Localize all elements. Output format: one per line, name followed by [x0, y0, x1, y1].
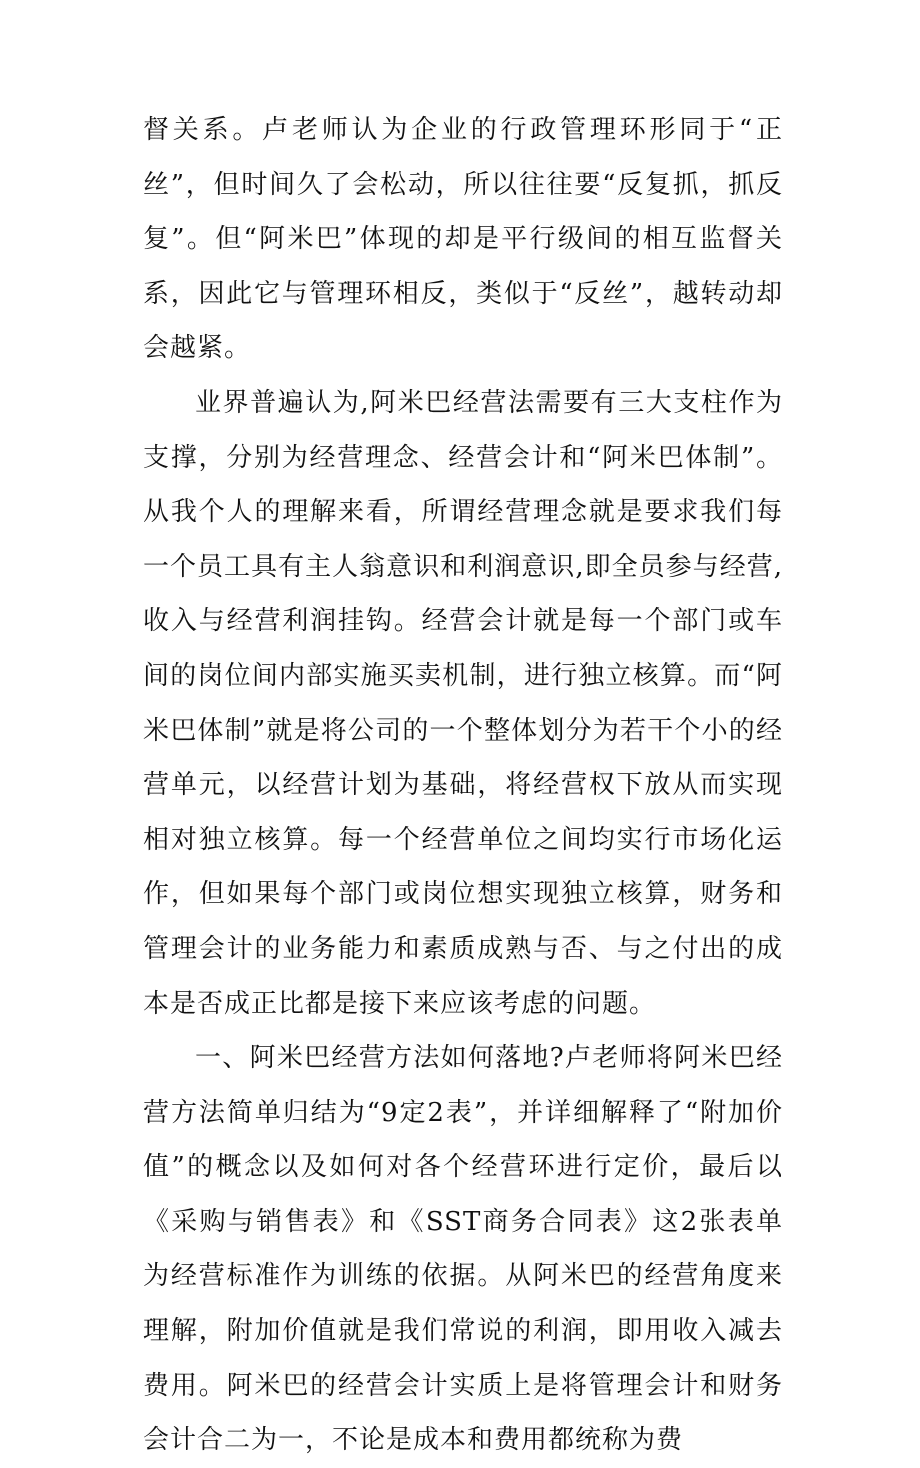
document-body: [143, 103, 783, 1468]
paragraph-implementation: 一、阿米巴经营方法如何落地?卢老师将阿米巴经营方法简单归结为“9定2表”，并详细解释了“附加价值”的概念以及如何对各个经营环进行定价，最后以《采购与销售表》和《SST商务合同表》这2张表单为经营标准作为训练的依据。从阿米巴的经营角度来理解，附加价值就是我们常说的利润，即用收入减去费用。阿米巴的经营会计实质上是将管理会计和财务会计合二为一，不论是成本和费用都统称为费: [143, 1043, 783, 1456]
paragraph-three-pillars: 业界普遍认为,阿米巴经营法需要有三大支柱作为支撑，分别为经营理念、经营会计和“阿米巴体制”。从我个人的理解来看，所谓经营理念就是要求我们每一个员工具有主人翁意识和利润意识,即全员参与经营,收入与经营利润挂钩。经营会计就是每一个部门或车间的岗位间内部实施买卖机制，进行独立核算。而“阿米巴体制”就是将公司的一个整体划分为若干个小的经营单元，以经营计划为基础，将经营权下放从而实现相对独立核算。每一个经营单位之间均实行市场化运作，但如果每个部门或岗位想实现独立核算，财务和管理会计的业务能力和素质成熟与否、与之付出的成本是否成正比都是接下来应该考虑的问题。: [143, 387, 783, 1019]
paragraph-continuation: 督关系。卢老师认为企业的行政管理环形同于“正丝”，但时间久了会松动，所以往往要“反复抓，抓反复”。但“阿米巴”体现的却是平行级间的相互监督关系，因此它与管理环相反，类似于“反丝”，越转动却会越紧。: [143, 115, 783, 364]
